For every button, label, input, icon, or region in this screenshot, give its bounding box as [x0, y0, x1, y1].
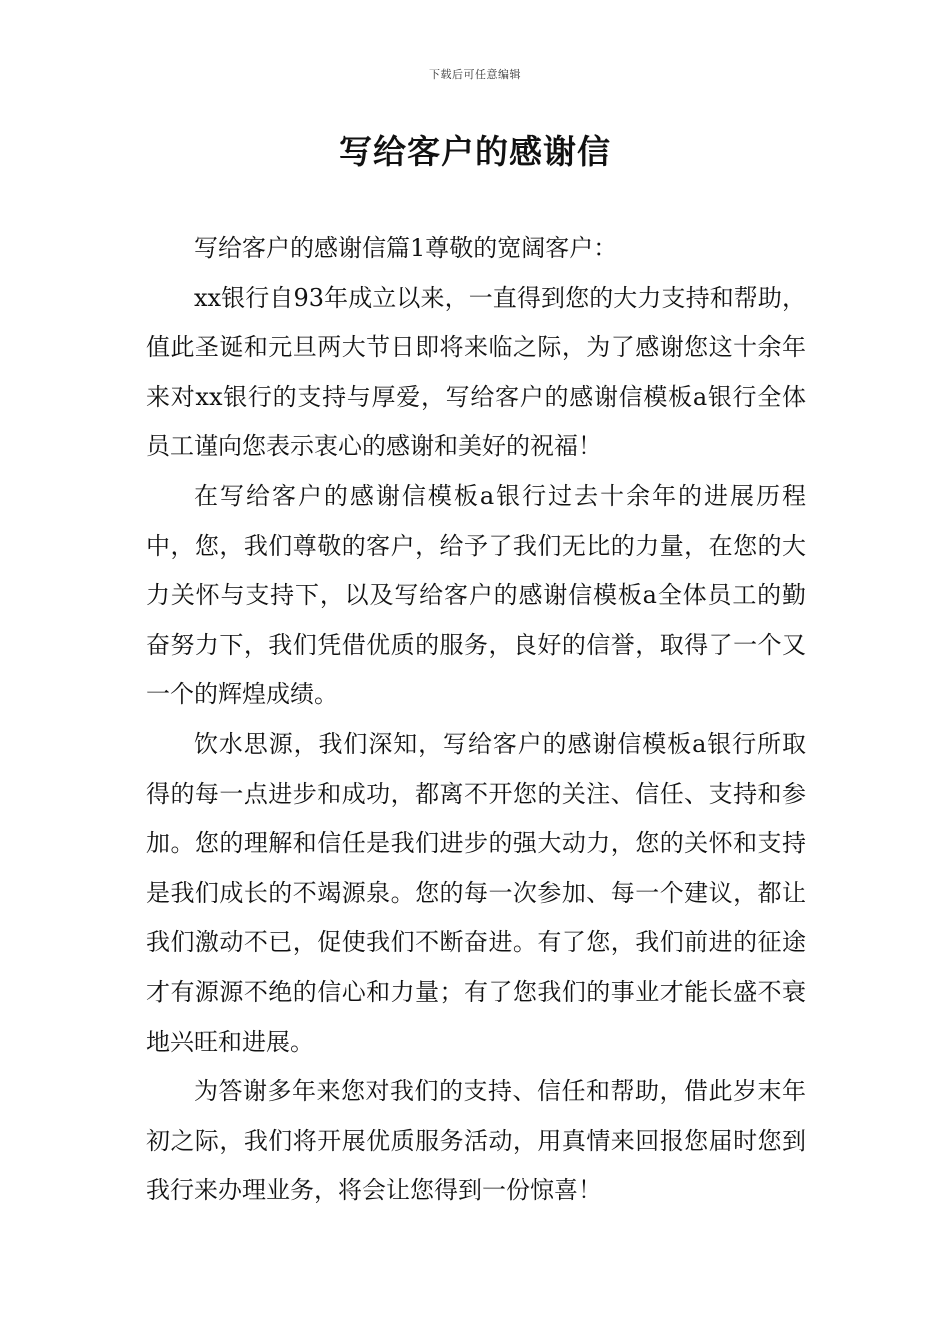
header-note: 下载后可任意编辑 — [429, 68, 521, 81]
document-title: 写给客户的感谢信 — [339, 132, 611, 171]
document-body — [146, 224, 806, 1216]
paragraph-4: 为答谢多年来您对我们的支持、信任和帮助，借此岁末年初之际，我们将开展优质服务活动，用真情来回报您届时您到我行来办理业务，将会让您得到一份惊喜！ — [146, 1077, 806, 1205]
paragraph-salutation: 写给客户的感谢信篇1尊敬的宽阔客户： — [194, 234, 618, 262]
paragraph-2: 在写给客户的感谢信模板a银行过去十余年的进展历程中，您，我们尊敬的客户，给予了我们无比的力量，在您的大力关怀与支持下，以及写给客户的感谢信模板a全体员工的勤奋努力下，我们凭借优质的服务，良好的信誉，取得了一个又一个的辉煌成绩。 — [146, 481, 806, 709]
paragraph-1: xx银行自93年成立以来，一直得到您的大力支持和帮助，值此圣诞和元旦两大节日即将来临之际，为了感谢您这十余年来对xx银行的支持与厚爱，写给客户的感谢信模板a银行全体员工谨向您表示衷心的感谢和美好的祝福！ — [146, 283, 806, 461]
paragraph-3: 饮水思源，我们深知，写给客户的感谢信模板a银行所取得的每一点进步和成功，都离不开您的关注、信任、支持和参加。您的理解和信任是我们进步的强大动力，您的关怀和支持是我们成长的不竭源泉。您的每一次参加、每一个建议，都让我们激动不已，促使我们不断奋进。有了您，我们前进的征途才有源源不绝的信心和力量；有了您我们的事业才能长盛不衰地兴旺和进展。 — [146, 729, 806, 1056]
